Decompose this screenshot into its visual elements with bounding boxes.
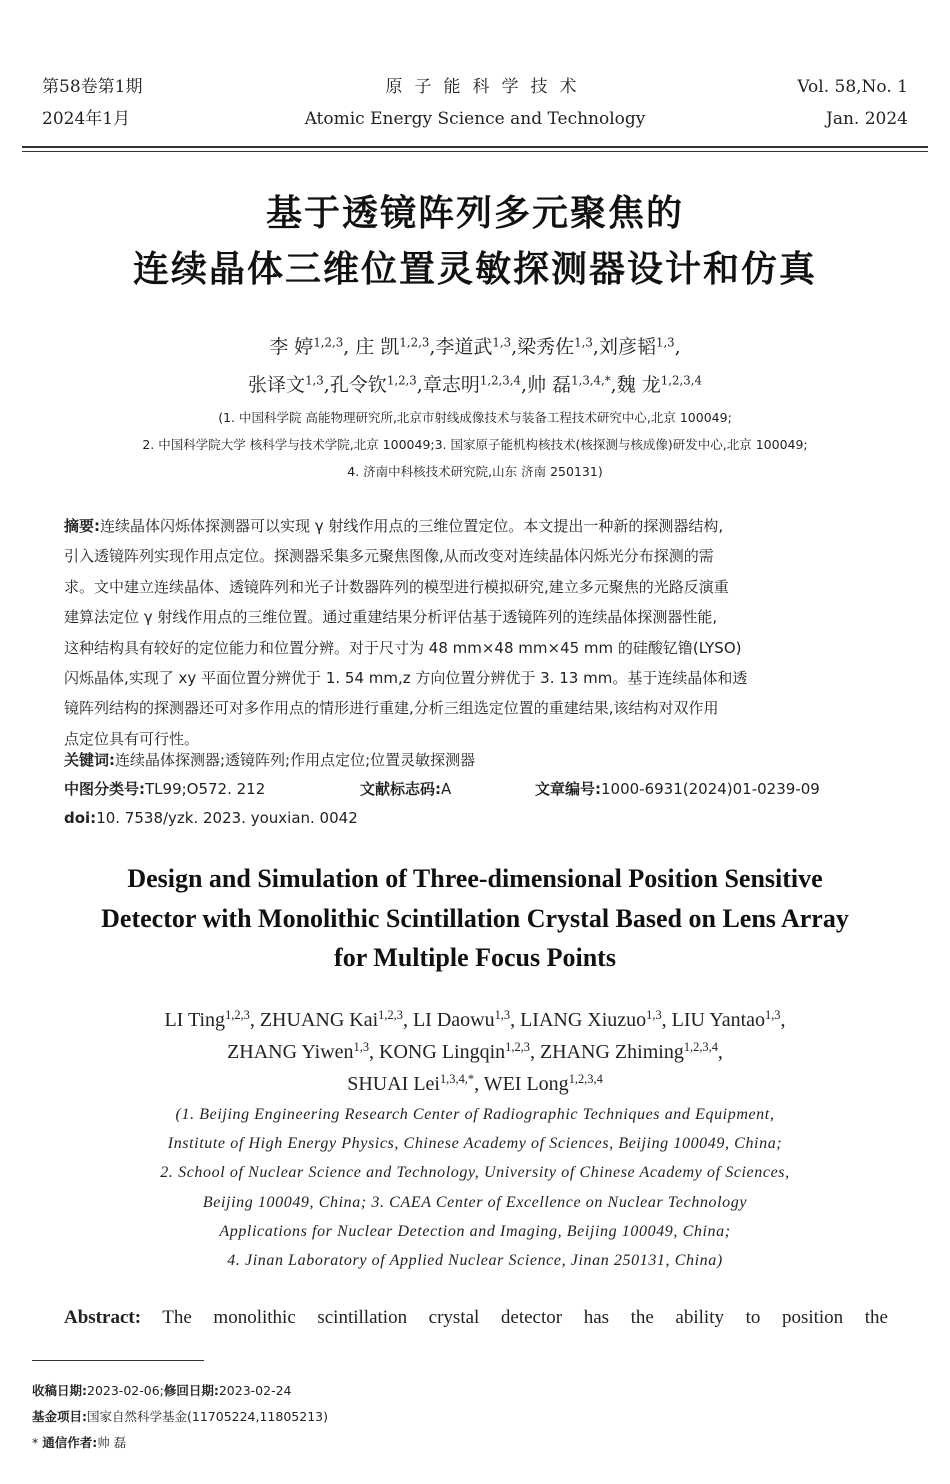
abstract-cn-line: 闪烁晶体,实现了 xy 平面位置分辨优于 1. 54 mm,z 方向位置分辨优于 3. 13 mm。基于连续晶体和透 [64,669,748,688]
author-cn: 孔令钦$^{1,2,3}$ [329,373,417,396]
author-cn: 李道武$^{1,3}$ [435,335,512,358]
clc-value: TL99;O572. 212 [145,780,266,798]
abstract-cn [64,511,886,754]
abstract-cn-line: 连续晶体闪烁体探测器可以实现 γ 射线作用点的三维位置定位。本文提出一种新的探测器结构, [100,517,724,535]
authors-en-line1: LI Ting$^{1,2,3}$, ZHUANG Kai$^{1,2,3}$, LI Daowu$^{1,3}$, LIANG Xiuzuo$^{1,3}$, LIU Yantao$^{1,3}$, [164,1008,786,1031]
authors-en-line2: ZHANG Yiwen$^{1,3}$, KONG Lingqin$^{1,2,3}$, ZHANG Zhiming$^{1,2,3,4}$, [227,1040,723,1063]
fund-value: 国家自然科学基金(11705224,11805213) [87,1409,328,1424]
abstract-cn-line: 点定位具有可行性。 [64,729,200,748]
affiliations-cn [0,404,950,485]
author-cn: 庄 凯$^{1,2,3}$ [355,335,430,358]
keywords-label: 关键词: [64,751,115,769]
affiliation-cn-line: (1. 中国科学院 高能物理研究所,北京市射线成像技术与装备工程技术研究中心,北京 100049; [218,410,732,425]
title-cn [0,186,950,298]
doi-value: 10. 7538/yzk. 2023. youxian. 0042 [96,809,358,827]
affiliations-en [0,1100,950,1275]
author-en: LI Daowu$^{1,3}$ [412,1008,511,1031]
date-cn: 2024年1月 [42,109,131,129]
title-en-line3: for Multiple Focus Points [334,943,616,972]
affiliation-en-line: (1. Beijing Engineering Research Center of Radiographic Techniques and Equipment, [175,1106,775,1123]
date-en: Jan. 2024 [826,109,908,129]
doi [64,804,358,832]
header-rule-thin [22,151,928,152]
author-en: LI Ting$^{1,2,3}$ [164,1008,250,1031]
abstract-en-text: The monolithic scintillation crystal detector has the ability to position the [162,1307,888,1328]
abstract-cn-line: 建算法定位 γ 射线作用点的三维位置。通过重建结果分析评估基于透镜阵列的连续晶体探测器性能, [64,608,718,627]
author-cn: 帅 磊$^{1,3,4,*}$ [527,373,611,396]
journal-name-en: Atomic Energy Science and Technology [304,109,646,129]
title-cn-line2: 连续晶体三维位置灵敏探测器设计和仿真 [132,249,817,290]
footnote-corresponding [32,1430,126,1455]
fund-label: 基金项目: [32,1409,87,1424]
footnote-funding [32,1404,328,1429]
keywords-value: 连续晶体探测器;透镜阵列;作用点定位;位置灵敏探测器 [115,751,476,769]
volume-issue-en: Vol. 58,No. 1 [797,77,908,97]
author-en: SHUAI Lei$^{1,3,4,*}$ [347,1072,475,1095]
authors-cn-line2: 张译文$^{1,3}$,孔令钦$^{1,2,3}$,章志明$^{1,2,3,4}$,帅 磊$^{1,3,4,*}$,魏 龙$^{1,2,3,4}$ [248,373,702,396]
article-number-label: 文章编号: [535,780,601,798]
author-cn: 梁秀佐$^{1,3}$ [517,335,593,358]
received-label: 收稿日期: [32,1383,87,1398]
header-rule-thick [22,146,928,148]
authors-cn-line1: 李 婷$^{1,2,3}$, 庄 凯$^{1,2,3}$,李道武$^{1,3}$,梁秀佐$^{1,3}$,刘彦韬$^{1,3}$, [269,335,681,358]
document-code [360,775,451,803]
author-cn: 张译文$^{1,3}$ [248,373,324,396]
author-en: KONG Lingqin$^{1,2,3}$ [379,1040,530,1063]
affiliation-en-line: Institute of High Energy Physics, Chinese Academy of Sciences, Beijing 100049, China; [167,1135,783,1153]
corresponding-label: 通信作者: [42,1435,98,1450]
corresponding-mark: * [32,1435,39,1450]
author-cn: 刘彦韬$^{1,3}$ [598,335,675,358]
revised-label: 修回日期: [163,1383,219,1398]
author-cn: 章志明$^{1,2,3,4}$ [422,373,522,396]
title-cn-line1: 基于透镜阵列多元聚焦的 [265,193,684,234]
affiliation-en-line: Applications for Nuclear Detection and Imaging, Beijing 100049, China; [219,1222,731,1240]
journal-name-cn: 原子能科学技术 [385,77,589,97]
author-cn: 李 婷$^{1,2,3}$ [269,335,344,358]
doc-code-value: A [441,780,452,798]
footnote-rule [32,1360,204,1361]
abstract-cn-label: 摘要: [64,517,100,535]
article-number-value: 1000-6931(2024)01-0239-09 [601,780,820,798]
author-cn: 魏 龙$^{1,2,3,4}$ [616,373,702,396]
received-value: 2023-02-06; [87,1383,164,1398]
article-number [535,775,820,803]
abstract-en [64,1306,888,1330]
affiliation-cn-line: 2. 中国科学院大学 核科学与技术学院,北京 100049;3. 国家原子能机构核技术(核探测与核成像)研发中心,北京 100049; [142,437,808,452]
corresponding-value: 帅 磊 [97,1435,127,1450]
affiliation-en-line: 2. School of Nuclear Science and Technology, University of Chinese Academy of Sciences, [160,1164,790,1182]
affiliation-en-line: Beijing 100049, China; 3. CAEA Center of Excellence on Nuclear Technology [202,1193,748,1211]
clc-label: 中图分类号: [64,780,145,798]
title-en-line1: Design and Simulation of Three-dimensional Position Sensitive [127,864,823,893]
abstract-cn-line: 这种结构具有较好的定位能力和位置分辨。对于尺寸为 48 mm×48 mm×45 mm 的硅酸钇镥(LYSO) [64,638,742,657]
title-en [0,859,950,978]
abstract-cn-line: 引入透镜阵列实现作用点定位。探测器采集多元聚焦图像,从而改变对连续晶体闪烁光分布探测的需 [64,547,714,566]
clc-number [64,775,265,803]
author-en: ZHUANG Kai$^{1,2,3}$ [259,1008,403,1031]
abstract-cn-line: 求。文中建立连续晶体、透镜阵列和光子计数器阵列的模型进行模拟研究,建立多元聚焦的光路反演重 [64,577,729,596]
affiliation-en-line: 4. Jinan Laboratory of Applied Nuclear Science, Jinan 250131, China) [227,1252,723,1270]
keywords-cn [64,746,475,774]
abstract-en-label: Abstract: [64,1307,142,1328]
author-en: LIU Yantao$^{1,3}$ [671,1008,781,1031]
doi-label: doi: [64,809,97,827]
author-en: ZHANG Yiwen$^{1,3}$ [227,1040,370,1063]
footnote-dates [32,1378,292,1403]
title-en-line2: Detector with Monolithic Scintillation Crystal Based on Lens Array [101,903,849,933]
author-en: LIANG Xiuzuo$^{1,3}$ [520,1008,662,1031]
authors-en-line3: SHUAI Lei$^{1,3,4,*}$, WEI Long$^{1,2,3,4}$ [347,1072,603,1095]
doc-code-label: 文献标志码: [360,780,441,798]
affiliation-cn-line: 4. 济南中科核技术研究院,山东 济南 250131) [347,464,603,479]
author-en: WEI Long$^{1,2,3,4}$ [483,1072,603,1095]
author-en: ZHANG Zhiming$^{1,2,3,4}$ [539,1040,718,1063]
volume-issue-cn: 第58卷第1期 [42,77,143,97]
abstract-cn-line: 镜阵列结构的探测器还可对多作用点的情形进行重建,分析三组选定位置的重建结果,该结构对双作用 [64,699,719,718]
revised-value: 2023-02-24 [218,1383,292,1398]
